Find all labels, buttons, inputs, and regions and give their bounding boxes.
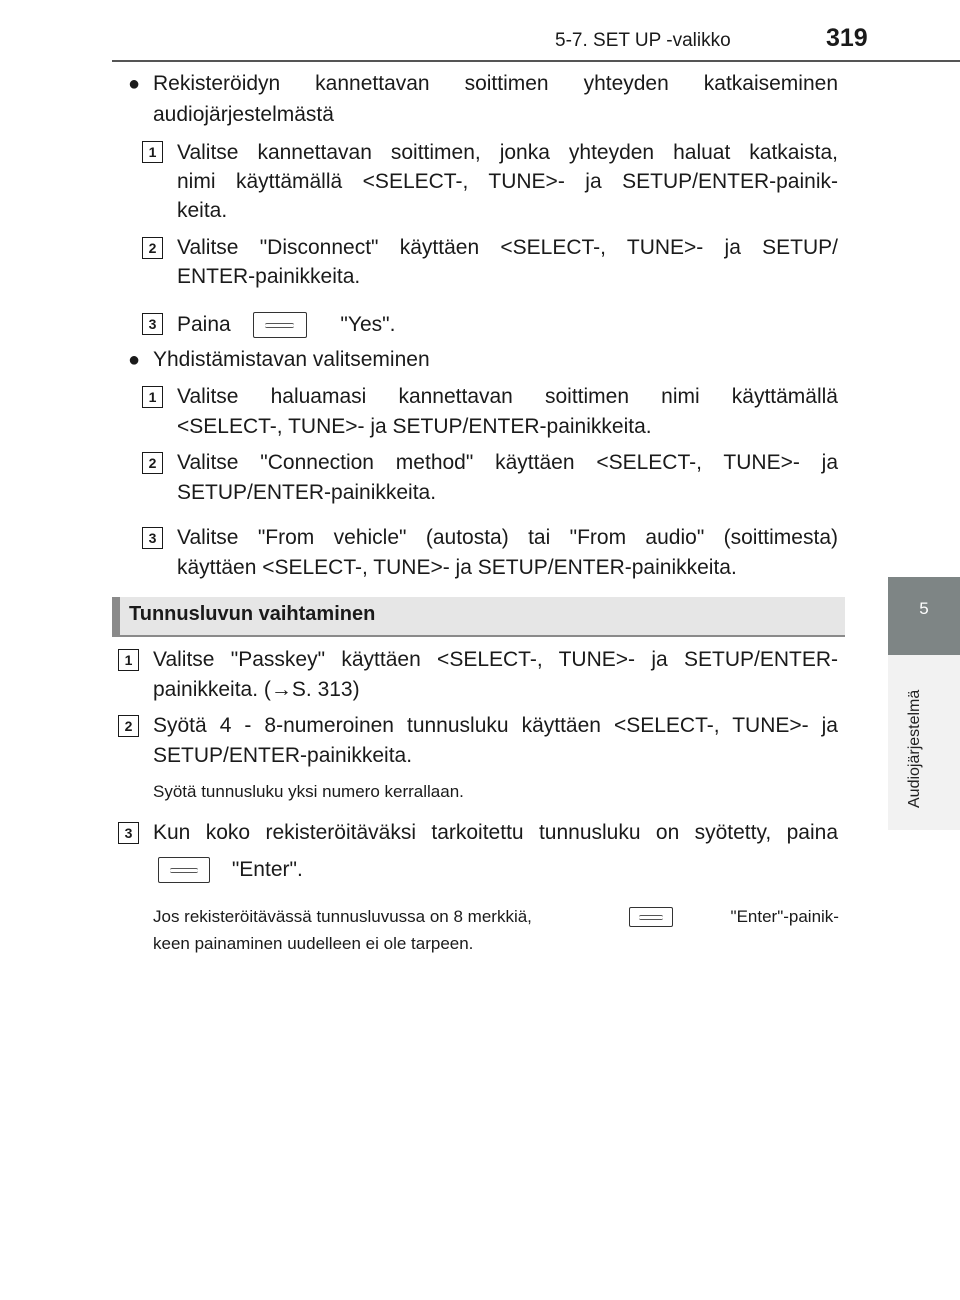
section-heading: Tunnusluvun vaihtaminen [129, 603, 376, 625]
step-number: 1 [142, 386, 163, 408]
subheading-disconnect-cont: audiojärjestelmästä [153, 103, 334, 126]
header-rule [112, 60, 960, 62]
step-text: SETUP/ENTER-painikkeita. [177, 481, 437, 504]
step-text [158, 855, 303, 885]
step-text: Valitse kannettavan soittimen, jonka yhteyden haluat katkaista, [177, 141, 838, 164]
step-number: 3 [142, 313, 163, 335]
step-text: Valitse "Connection method" käyttäen <SELECT-, TUNE>- ja [177, 451, 838, 474]
step-text: nimi käyttämällä <SELECT-, TUNE>- ja SETUP/ENTER-painik- [177, 170, 838, 193]
page-header [0, 22, 960, 62]
step-text: ENTER-painikkeita. [177, 265, 361, 288]
button-key-icon [629, 907, 673, 927]
step-number: 3 [118, 822, 139, 844]
bullet-icon: ● [128, 349, 141, 371]
page-number: 319 [826, 24, 868, 52]
step-text-after: "Enter". [231, 858, 303, 881]
subheading-disconnect: Rekisteröidyn kannettavan soittimen yhteyden katkaiseminen [153, 72, 838, 95]
section-title: 5-7. SET UP -valikko [555, 30, 731, 51]
step-text: Syötä 4 - 8-numeroinen tunnusluku käyttäen <SELECT-, TUNE>- ja [153, 714, 838, 737]
step-text: <SELECT-, TUNE>- ja SETUP/ENTER-painikkeita. [177, 415, 652, 438]
note-text [153, 902, 839, 932]
step-text: Valitse "Passkey" käyttäen <SELECT-, TUNE>- ja SETUP/ENTER- [153, 648, 838, 671]
note-text-before: Jos rekisteröitävässä tunnusluvussa on 8 merkkiä, [153, 907, 532, 926]
step-text: Valitse haluamasi kannettavan soittimen nimi käyttämällä [177, 385, 838, 408]
chapter-strip [888, 655, 960, 830]
step-text: Valitse "From vehicle" (autosta) tai "From audio" (soittimesta) [177, 526, 838, 549]
step-text: painikkeita. (→S. 313) [153, 678, 360, 701]
step-text: Valitse "Disconnect" käyttäen <SELECT-, TUNE>- ja SETUP/ [177, 236, 838, 259]
step-number: 1 [142, 141, 163, 163]
chapter-tab [888, 577, 960, 655]
chapter-number: 5 [919, 599, 929, 618]
step-number: 3 [142, 527, 163, 549]
button-key-icon [253, 312, 307, 338]
note-text: keen painaminen uudelleen ei ole tarpeen. [153, 934, 474, 953]
section-header [112, 597, 845, 637]
note-text: Syötä tunnusluku yksi numero kerrallaan. [153, 782, 464, 801]
section-bar [112, 597, 120, 635]
step-number: 2 [142, 452, 163, 474]
step-text [177, 310, 395, 340]
note-text-after: "Enter"-painik- [730, 907, 839, 926]
step-number: 2 [142, 237, 163, 259]
button-key-icon [158, 857, 210, 883]
step-text-before: Paina [177, 313, 231, 336]
step-text: käyttäen <SELECT-, TUNE>- ja SETUP/ENTER-painikkeita. [177, 556, 737, 579]
chapter-label: Audiojärjestelmä [906, 689, 923, 808]
bullet-icon: ● [128, 73, 141, 95]
step-text-after: "Yes". [340, 313, 396, 336]
step-text: Kun koko rekisteröitäväksi tarkoitettu tunnusluku on syötetty, paina [153, 821, 838, 844]
subheading-connection: Yhdistämistavan valitseminen [153, 348, 430, 371]
step-number: 2 [118, 715, 139, 737]
step-text: SETUP/ENTER-painikkeita. [153, 744, 413, 767]
step-text: keita. [177, 199, 228, 222]
step-number: 1 [118, 649, 139, 671]
